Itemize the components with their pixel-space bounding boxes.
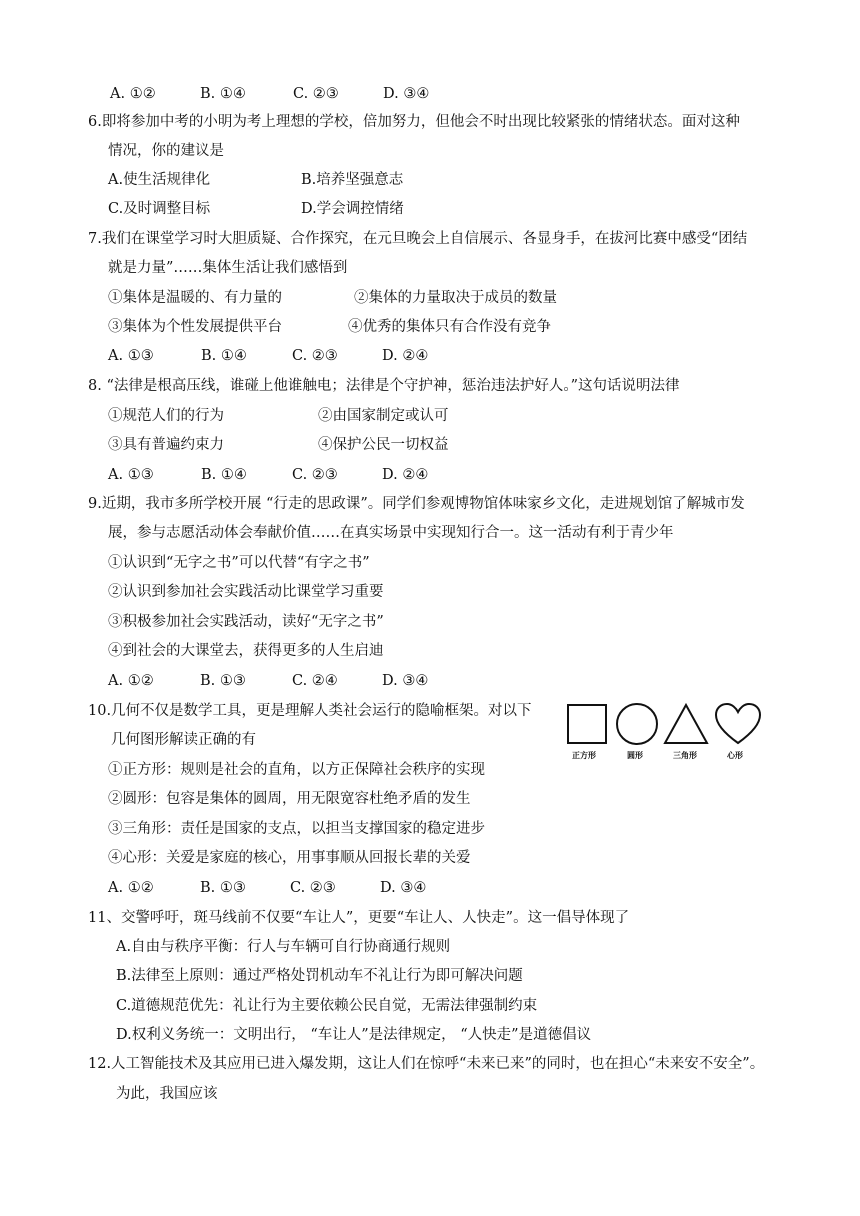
q6-options-row-2 bbox=[108, 199, 508, 219]
q5-options bbox=[110, 84, 510, 104]
heart-label: 心形 bbox=[727, 751, 743, 760]
q12-stem-line-1: 12.人工智能技术及其应用已进入爆发期，这让人们在惊呼“未来已来”的同时，也在担心“未来安不安全”。 bbox=[88, 1056, 765, 1072]
q8-item-2: ②由国家制定或认可 bbox=[318, 408, 449, 424]
q10-item-2: ②圆形：包容是集体的圆周，用无限宽容杜绝矛盾的发生 bbox=[108, 791, 471, 807]
q11-option-d: D.权利义务统一：文明出行， “车让人”是法律规定， “人快走”是道德倡议 bbox=[116, 1027, 592, 1043]
q7-option-d: D. ②④ bbox=[382, 348, 429, 364]
q10-item-1: ①正方形：规则是社会的直角，以方正保障社会秩序的实现 bbox=[108, 762, 485, 778]
q10-option-c: C. ②③ bbox=[290, 880, 336, 896]
q12-stem-line-2: 为此，我国应该 bbox=[116, 1086, 218, 1102]
square-shape bbox=[568, 705, 606, 743]
q6-option-b: B.培养坚强意志 bbox=[301, 172, 404, 188]
q8-item-4: ④保护公民一切权益 bbox=[318, 437, 449, 453]
q5-option-a: A. ①② bbox=[110, 86, 156, 102]
q8-items-row-2 bbox=[108, 435, 668, 455]
q6-options-row-1 bbox=[108, 170, 508, 190]
q10-stem-line-1: 10.几何不仅是数学工具，更是理解人类社会运行的隐喻框架。对以下 bbox=[88, 703, 532, 719]
q9-option-a: A. ①② bbox=[108, 673, 154, 689]
q8-option-a: A. ①③ bbox=[108, 467, 154, 483]
q8-stem-line-1: 8. “法律是根高压线，谁碰上他谁触电；法律是个守护神，惩治违法护好人。”这句话说明法律 bbox=[88, 378, 680, 394]
q8-item-3: ③具有普遍约束力 bbox=[108, 437, 224, 453]
q9-item-1: ①认识到“无字之书”可以代替“有字之书” bbox=[108, 555, 370, 571]
q7-item-1: ①集体是温暖的、有力量的 bbox=[108, 290, 282, 306]
q9-stem-line-2: 展，参与志愿活动体会奉献价值……在真实场景中实现知行合一。这一活动有利于青少年 bbox=[108, 525, 674, 541]
q7-items-row-1 bbox=[108, 288, 668, 308]
q8-options bbox=[108, 465, 508, 485]
q6-stem-line-2: 情况，你的建议是 bbox=[108, 143, 224, 159]
heart-shape bbox=[716, 704, 760, 743]
q9-stem-line-1: 9.近期，我市多所学校开展 “行走的思政课”。同学们参观博物馆体味家乡文化，走进规划馆了解城市发 bbox=[88, 496, 745, 512]
q7-items-row-2 bbox=[108, 317, 668, 337]
q9-item-4: ④到社会的大课堂去，获得更多的人生启迪 bbox=[108, 643, 384, 659]
q9-option-d: D. ③④ bbox=[382, 673, 429, 689]
q5-option-c: C. ②③ bbox=[293, 86, 339, 102]
q9-option-b: B. ①③ bbox=[200, 673, 246, 689]
q9-options bbox=[108, 671, 508, 691]
q11-option-c: C.道德规范优先：礼让行为主要依赖公民自觉，无需法律强制约束 bbox=[116, 998, 538, 1014]
q10-options bbox=[108, 878, 508, 898]
geometry-shapes-figure bbox=[564, 700, 764, 750]
q9-item-3: ③积极参加社会实践活动，读好“无字之书” bbox=[108, 614, 384, 630]
q7-option-a: A. ①③ bbox=[108, 348, 154, 364]
q10-option-b: B. ①③ bbox=[200, 880, 246, 896]
q7-item-4: ④优秀的集体只有合作没有竞争 bbox=[348, 319, 551, 335]
q11-option-b: B.法律至上原则：通过严格处罚机动车不礼让行为即可解决问题 bbox=[116, 968, 523, 984]
circle-shape bbox=[617, 704, 657, 744]
q6-option-a: A.使生活规律化 bbox=[108, 172, 211, 188]
circle-label: 圆形 bbox=[627, 751, 643, 760]
square-label: 正方形 bbox=[572, 751, 596, 760]
q10-figure bbox=[564, 700, 764, 766]
q6-stem-line-1: 6.即将参加中考的小明为考上理想的学校，倍加努力，但他会不时出现比较紧张的情绪状态。面对这种 bbox=[88, 114, 740, 130]
q10-option-a: A. ①② bbox=[108, 880, 154, 896]
q8-option-b: B. ①④ bbox=[201, 467, 247, 483]
q7-stem-line-2: 就是力量”……集体生活让我们感悟到 bbox=[108, 260, 348, 276]
q7-options bbox=[108, 346, 508, 366]
q8-option-d: D. ②④ bbox=[382, 467, 429, 483]
q7-option-c: C. ②③ bbox=[292, 348, 338, 364]
triangle-label: 三角形 bbox=[673, 751, 697, 760]
q10-item-3: ③三角形：责任是国家的支点，以担当支撑国家的稳定进步 bbox=[108, 821, 485, 837]
triangle-shape bbox=[665, 705, 707, 743]
q6-option-c: C.及时调整目标 bbox=[108, 201, 211, 217]
q6-option-d: D.学会调控情绪 bbox=[301, 201, 404, 217]
q11-option-a: A.自由与秩序平衡：行人与车辆可自行协商通行规则 bbox=[116, 939, 451, 955]
q8-item-1: ①规范人们的行为 bbox=[108, 408, 224, 424]
q9-item-2: ②认识到参加社会实践活动比课堂学习重要 bbox=[108, 584, 384, 600]
q10-option-d: D. ③④ bbox=[380, 880, 427, 896]
q9-option-c: C. ②④ bbox=[292, 673, 338, 689]
q11-stem-line-1: 11、交警呼吁，斑马线前不仅要“车让人”，更要“车让人、人快走”。这一倡导体现了 bbox=[88, 910, 630, 926]
q5-option-b: B. ①④ bbox=[200, 86, 246, 102]
q7-option-b: B. ①④ bbox=[201, 348, 247, 364]
q7-item-2: ②集体的力量取决于成员的数量 bbox=[354, 290, 557, 306]
q7-stem-line-1: 7.我们在课堂学习时大胆质疑、合作探究，在元旦晚会上自信展示、各显身手，在拔河比赛中感受“团结 bbox=[88, 231, 748, 247]
q10-item-4: ④心形：关爱是家庭的核心，用事事顺从回报长辈的关爱 bbox=[108, 850, 471, 866]
q10-stem-line-2: 几何图形解读正确的有 bbox=[111, 732, 256, 748]
q8-items-row-1 bbox=[108, 406, 668, 426]
q8-option-c: C. ②③ bbox=[292, 467, 338, 483]
q7-item-3: ③集体为个性发展提供平台 bbox=[108, 319, 282, 335]
q5-option-d: D. ③④ bbox=[383, 86, 430, 102]
